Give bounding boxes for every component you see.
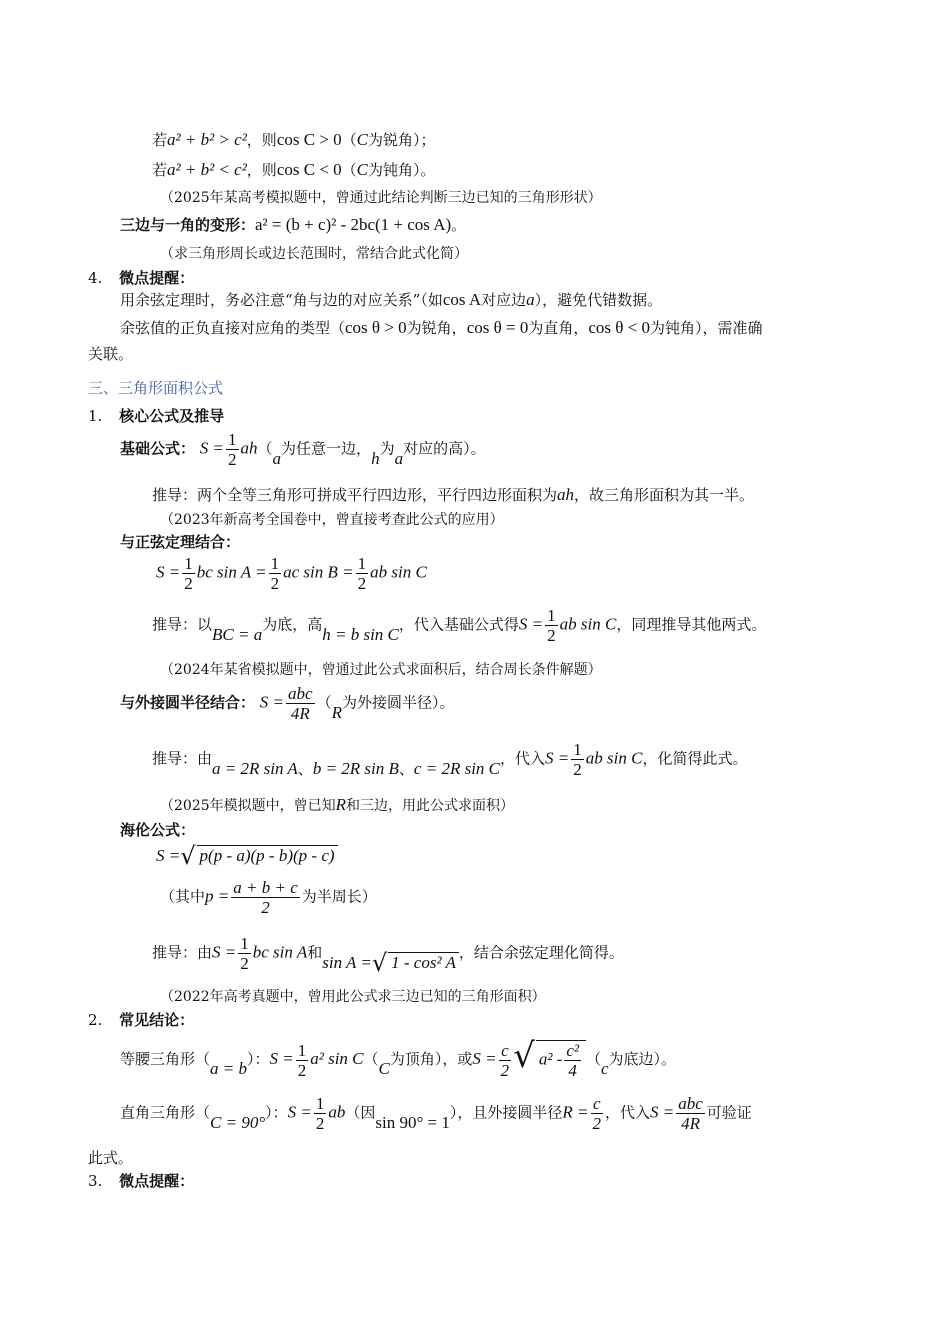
text: 若 <box>152 131 168 149</box>
math-inequality: a² + b² > c² <box>167 130 247 149</box>
text: 为底，高 <box>262 615 323 634</box>
derivation-line <box>152 606 766 645</box>
text: 对应边 <box>481 291 527 309</box>
list-number: 4. <box>88 269 103 287</box>
denominator: 2 <box>500 1060 510 1080</box>
fraction <box>286 684 315 723</box>
math: S = <box>156 562 181 582</box>
denominator: 2 <box>547 626 556 645</box>
text: （因 <box>345 1103 376 1122</box>
list-number: 3. <box>88 1172 103 1190</box>
derivation-line <box>152 485 754 505</box>
heading: 核心公式及推导 <box>119 407 225 425</box>
text: （ <box>341 131 357 149</box>
numerator: 1 <box>270 554 280 573</box>
fraction <box>499 1041 512 1080</box>
section-3-heading <box>88 1171 194 1191</box>
text: （ <box>363 1050 379 1068</box>
sine-heading <box>120 532 240 552</box>
heading: 三边与一角的变形： <box>120 216 256 234</box>
derivation-line <box>152 740 747 779</box>
text: ），且外接圆半径 <box>449 1103 563 1122</box>
fraction <box>356 554 369 593</box>
text: ，代入 <box>605 1103 651 1122</box>
heron-formula-line <box>156 842 338 870</box>
radical-sign: √ <box>180 842 196 870</box>
text: 和三边，用此公式求面积） <box>346 798 515 814</box>
numerator: 1 <box>297 1040 307 1060</box>
heading: 常见结论： <box>119 1011 195 1029</box>
text: 等腰三角形（ <box>120 1050 211 1068</box>
text: （ <box>316 693 332 712</box>
text: 为锐角）； <box>368 131 436 149</box>
math-radicand: p(p - a)(p - b)(p - c) <box>197 845 338 866</box>
math: C = 90° <box>210 1112 266 1132</box>
text: 余弦值的正负直接对应角的类型（ <box>120 319 346 337</box>
math: ac sin B = <box>283 562 354 582</box>
text: 和 <box>307 943 323 962</box>
denominator: 2 <box>592 1114 601 1133</box>
math-inequality: a² + b² < c² <box>167 160 247 179</box>
text: 对应的高）。 <box>403 439 486 458</box>
text: 若 <box>152 161 168 179</box>
math: cos θ < 0 <box>588 318 651 337</box>
basic-formula-line <box>120 430 486 469</box>
variant-line <box>120 215 466 235</box>
math-cos-condition: cos C < 0 <box>276 160 342 179</box>
heading: 基础公式： <box>120 439 196 458</box>
heron-heading <box>120 820 195 840</box>
numerator: a + b + c <box>233 878 298 897</box>
isosceles-line <box>120 1036 676 1080</box>
numerator: c <box>499 1041 512 1061</box>
denominator: 4 <box>568 1060 577 1080</box>
denominator: 4R <box>290 704 310 723</box>
text: 为半周长） <box>301 887 377 906</box>
fraction <box>238 934 251 973</box>
math-var: C <box>356 130 369 149</box>
math: S = <box>650 1102 675 1122</box>
heading: 微点提醒： <box>119 269 195 287</box>
math: BC = a <box>212 624 263 644</box>
denominator: 2 <box>184 574 193 593</box>
math: cos θ = 0 <box>466 318 529 337</box>
math: bc sin A = <box>196 562 267 582</box>
math-radicand: 1 - cos² A <box>388 952 459 973</box>
text: ，则 <box>246 131 277 149</box>
right-triangle-line-wrap: 此式。 <box>88 1149 134 1167</box>
math: sin A = <box>322 952 372 972</box>
math: S = <box>259 692 285 712</box>
text: 推导：由 <box>152 943 213 962</box>
math: S = <box>472 1049 497 1068</box>
numerator: c² <box>566 1040 579 1060</box>
math-var: C <box>378 1059 390 1078</box>
sine-formula-line <box>156 554 427 593</box>
math-var: R <box>331 702 342 722</box>
denominator: 2 <box>573 760 582 779</box>
numerator: 1 <box>357 554 367 573</box>
math: S = <box>518 614 544 634</box>
math: ah <box>557 485 575 504</box>
math: sin 90° = 1 <box>375 1112 450 1132</box>
fraction <box>676 1094 705 1133</box>
numerator: 1 <box>573 740 582 759</box>
text: ）： <box>247 1050 270 1068</box>
text: ，代入 <box>500 749 546 768</box>
math: cos A <box>442 290 482 309</box>
text: 为顶角），或 <box>389 1050 473 1068</box>
exam-note: （2024年某省模拟题中，曾通过此公式求面积后，结合周长条件解题） <box>160 662 602 678</box>
exam-note: （求三角形周长或边长范围时，常结合此式化简） <box>160 246 468 262</box>
math-formula: a² = (b + c)² - 2bc(1 + cos A) <box>255 215 452 234</box>
text: ，同理推导其他两式。 <box>616 615 767 634</box>
denominator: 2 <box>297 1060 307 1080</box>
heading: 微点提醒： <box>119 1172 195 1190</box>
heading: 与外接圆半径结合： <box>120 693 256 712</box>
math-var: h <box>371 448 380 468</box>
section-2-heading <box>88 1010 194 1030</box>
text: ，结合余弦定理化简得。 <box>458 943 624 962</box>
text: ），避免代错数据。 <box>534 291 663 309</box>
section-1-heading <box>88 406 224 426</box>
text: 为底边）。 <box>608 1050 677 1068</box>
separator: 、 <box>297 759 313 778</box>
list-number: 1. <box>88 407 103 425</box>
section-4-heading <box>88 268 194 288</box>
math: ab sin C <box>370 562 427 582</box>
text: 推导：由 <box>152 749 213 768</box>
text: ，故三角形面积为其一半。 <box>574 486 755 504</box>
text: （ <box>585 1050 601 1068</box>
tip-line <box>120 290 662 310</box>
text: 可验证 <box>706 1103 752 1122</box>
numerator: abc <box>288 684 313 703</box>
denominator: 2 <box>315 1114 325 1133</box>
math: p = <box>205 886 230 906</box>
tip-line <box>120 318 763 338</box>
numerator: 1 <box>240 934 249 953</box>
math: S = <box>199 438 225 458</box>
text: 。 <box>451 216 467 234</box>
fraction <box>269 554 282 593</box>
text: 用余弦定理时，务必注意“角与边的对应关系”（如 <box>120 291 443 309</box>
math: S = <box>156 846 181 865</box>
math: a = 2R sin A <box>212 758 298 778</box>
exam-note: （2023年新高考全国卷中，曾直接考查此公式的应用） <box>160 512 504 528</box>
section-title: 三、三角形面积公式 <box>88 379 224 397</box>
math: bc sin A <box>252 942 308 962</box>
fraction <box>545 606 558 645</box>
text: 推导：两个全等三角形可拼成平行四边形，平行四边形面积为 <box>152 486 558 504</box>
fraction <box>591 1094 604 1133</box>
denominator: 2 <box>240 954 249 973</box>
denominator: 4R <box>681 1114 700 1133</box>
radical-sign: √ <box>513 1036 535 1076</box>
math: ab <box>328 1102 346 1122</box>
text: 为直角， <box>528 319 589 337</box>
tip-line-wrap: 关联。 <box>88 345 134 363</box>
semiperimeter-line <box>160 878 377 917</box>
fraction <box>571 740 584 779</box>
math: c = 2R sin C <box>413 758 501 778</box>
math: S = <box>269 1049 294 1068</box>
math-var: a <box>394 448 404 468</box>
obtuse-condition-line <box>152 160 436 180</box>
math: a = b <box>210 1059 247 1078</box>
circumradius-formula-line <box>120 684 455 723</box>
numerator: 1 <box>228 430 237 449</box>
exam-note <box>160 795 514 816</box>
radical-sign: √ <box>371 948 388 977</box>
math: S = <box>212 942 237 962</box>
numerator: abc <box>678 1094 703 1113</box>
heading: 与正弦定理结合： <box>120 533 241 551</box>
math: h = b sin C <box>322 624 399 644</box>
text: ）： <box>265 1103 288 1122</box>
denominator: 2 <box>261 898 270 917</box>
derivation-line <box>152 934 624 977</box>
math: b = 2R sin B <box>312 758 399 778</box>
math: S = <box>287 1102 312 1122</box>
text: 为 <box>379 439 395 458</box>
math: S = <box>545 748 570 768</box>
math: R = <box>562 1102 589 1122</box>
fraction <box>231 878 300 917</box>
math-var: C <box>356 160 369 179</box>
text: 为钝角）。 <box>368 161 436 179</box>
math: a² sin C <box>310 1049 364 1068</box>
text: ，代入基础公式得 <box>398 615 519 634</box>
fraction <box>314 1094 327 1133</box>
radicand-part: a² - <box>538 1049 563 1068</box>
numerator: 1 <box>315 1094 325 1113</box>
right-triangle-line <box>120 1094 752 1133</box>
math-var: c <box>601 1059 609 1078</box>
text: （其中 <box>160 887 206 906</box>
math: ab sin C <box>585 748 643 768</box>
text: 为外接圆半径）。 <box>341 693 455 712</box>
numerator: 1 <box>547 606 556 625</box>
math: ab sin C <box>559 614 617 634</box>
text: 为锐角， <box>406 319 467 337</box>
text: ，化简得此式。 <box>642 749 748 768</box>
acute-condition-line <box>152 130 436 150</box>
math: ah <box>240 438 258 458</box>
denominator: 2 <box>228 450 237 469</box>
exam-note: （2022年高考真题中，曾用此公式求三边已知的三角形面积） <box>160 989 546 1005</box>
text: （ <box>257 439 273 458</box>
fraction <box>182 554 195 593</box>
math-var: a <box>526 290 535 309</box>
heading: 海伦公式： <box>120 821 196 839</box>
text: 为钝角），需准确 <box>650 319 763 337</box>
text: 直角三角形（ <box>120 1103 211 1122</box>
numerator: c <box>591 1094 604 1114</box>
math-cos-condition: cos C > 0 <box>276 130 342 149</box>
text: 推导：以 <box>152 615 213 634</box>
denominator: 2 <box>357 574 367 593</box>
math-radicand <box>536 1040 586 1080</box>
math-var: R <box>335 795 347 814</box>
fraction <box>296 1041 309 1080</box>
text: ，则 <box>246 161 277 179</box>
separator: 、 <box>398 759 414 778</box>
math: cos θ > 0 <box>345 318 407 337</box>
fraction <box>226 430 239 469</box>
fraction <box>564 1041 581 1080</box>
text: 为任意一边， <box>281 439 372 458</box>
text: （ <box>341 161 357 179</box>
numerator: 1 <box>184 554 193 573</box>
denominator: 2 <box>270 574 280 593</box>
text: （2025年模拟题中，曾已知 <box>160 798 336 814</box>
exam-note: （2025年某高考模拟题中，曾通过此结论判断三边已知的三角形形状） <box>160 190 602 206</box>
list-number: 2. <box>88 1011 103 1029</box>
math-var: a <box>272 448 282 468</box>
